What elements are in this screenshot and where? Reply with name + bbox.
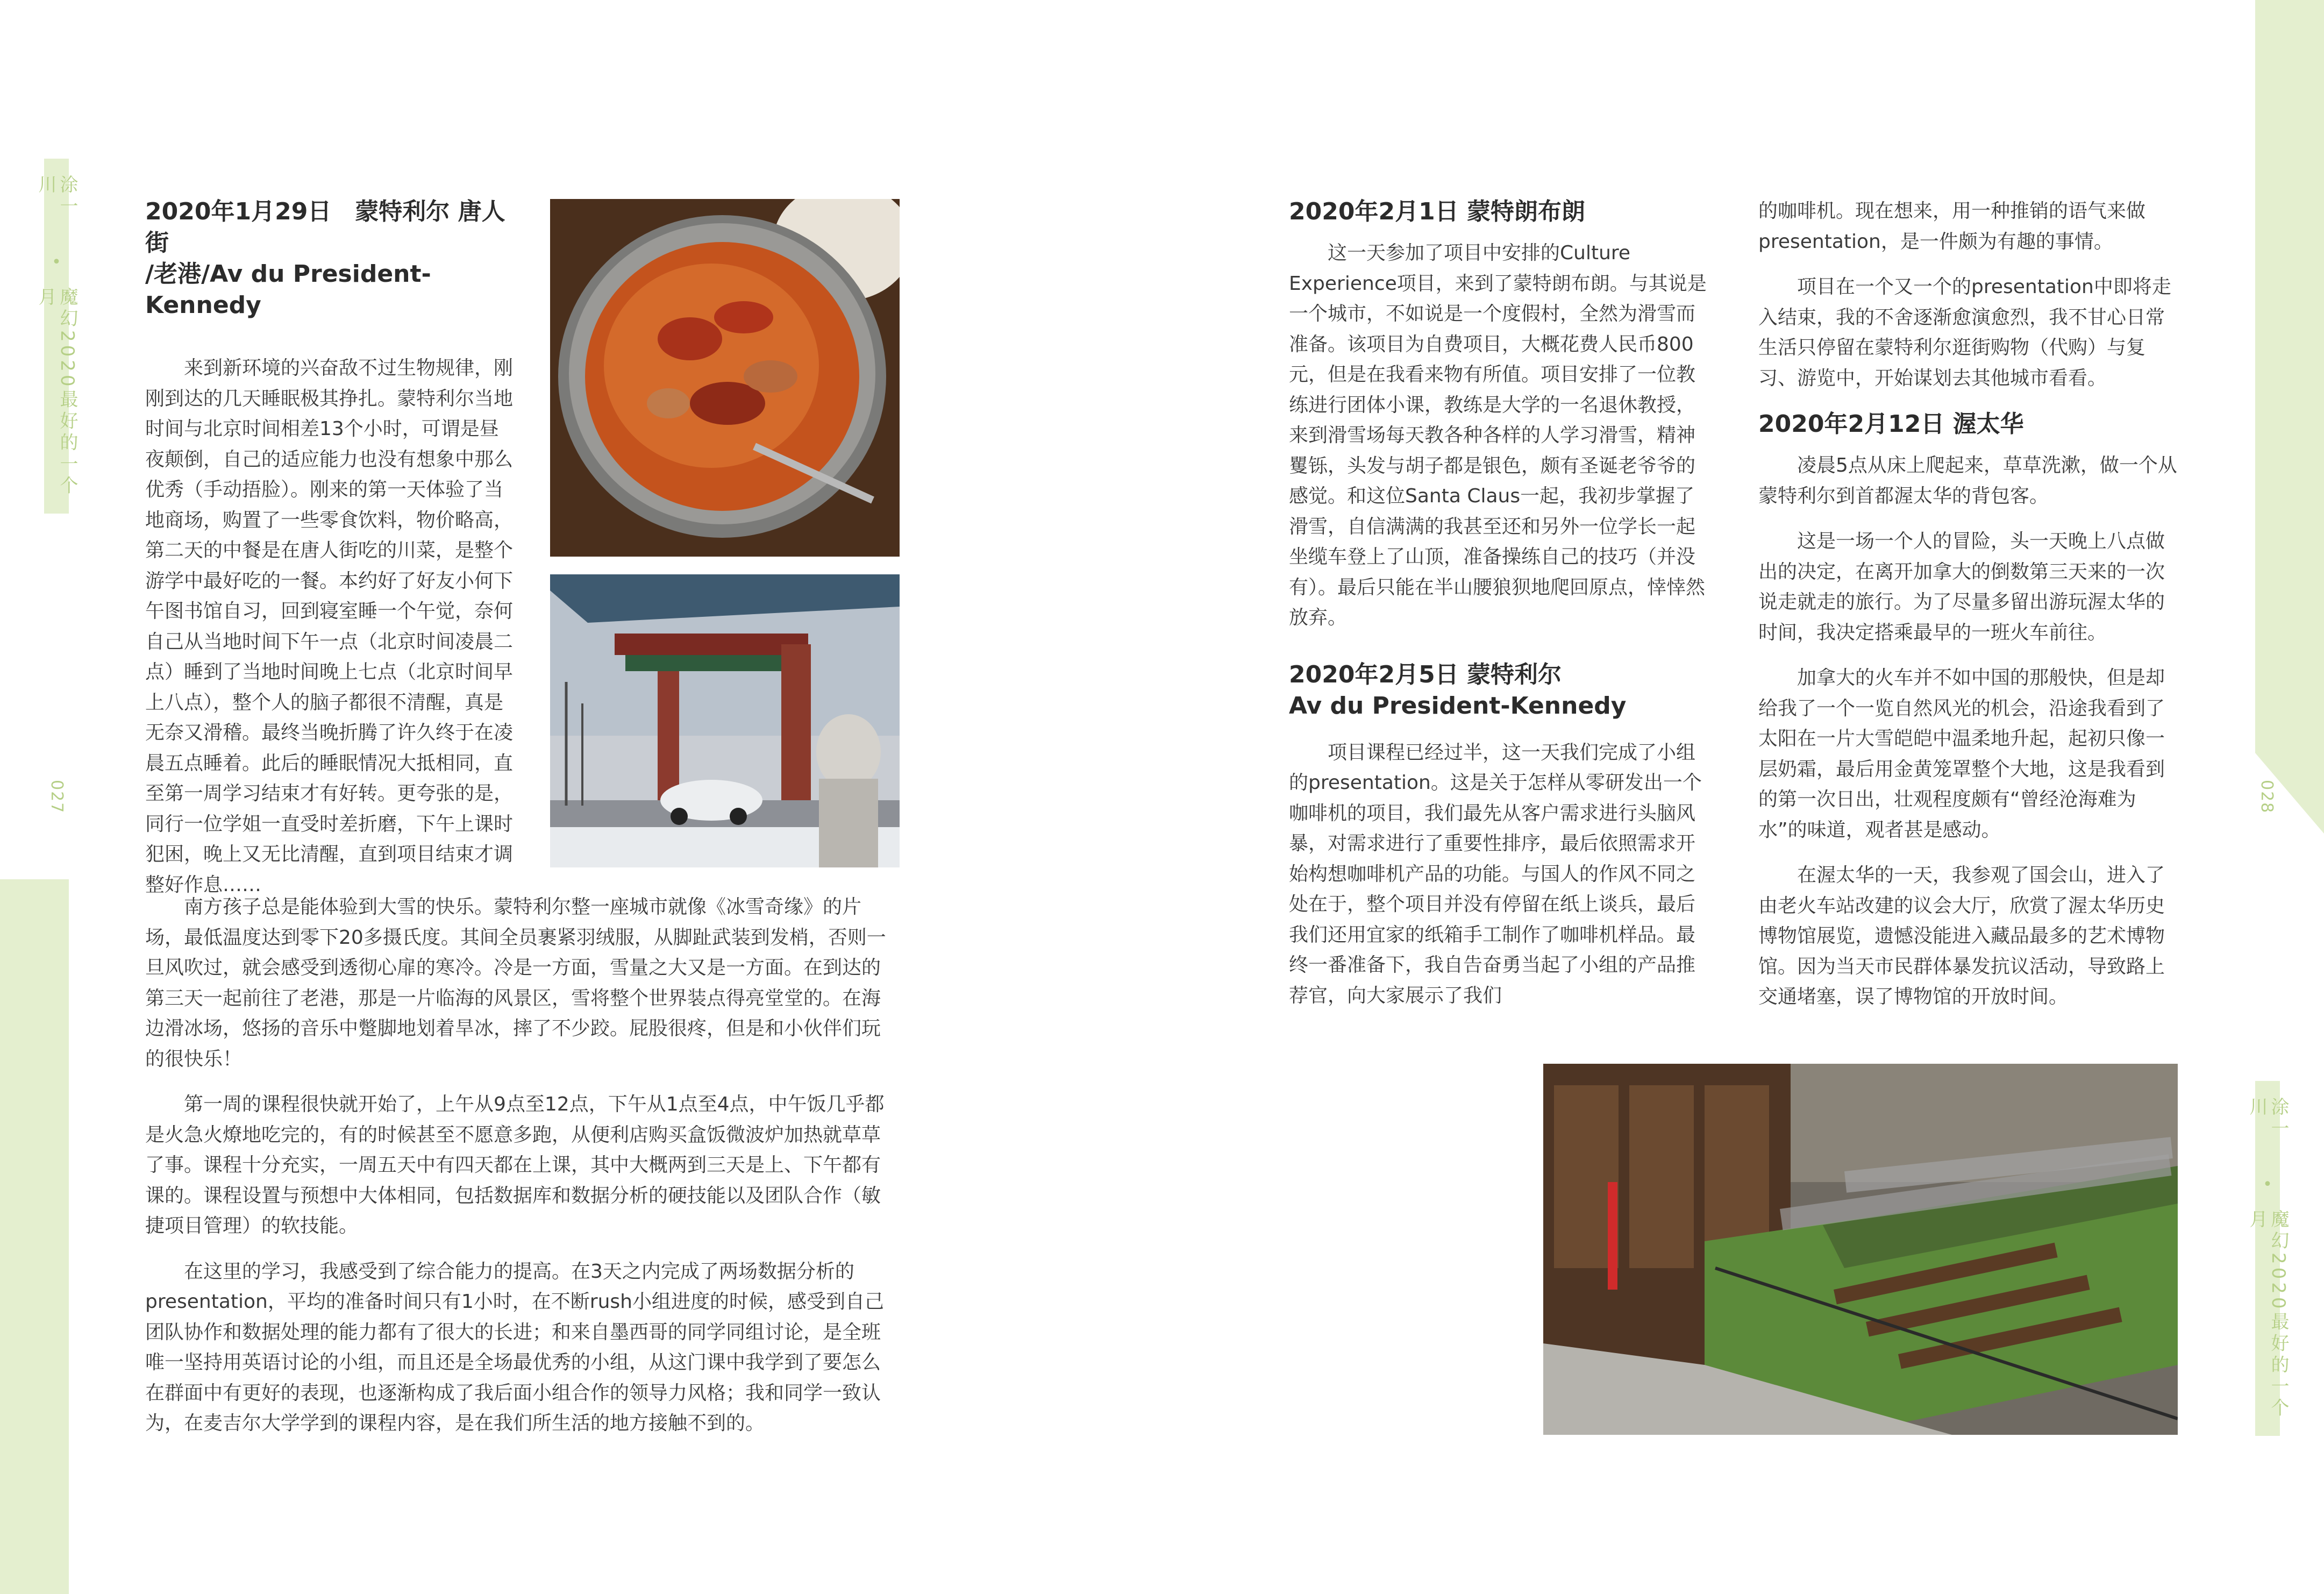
middle-paragraph-1: 这一天参加了项目中安排的Culture Experience项目，来到了蒙特朗布朗。与其说是一个城市，不如说是一个度假村，全然为滑雪而准备。该项目为自费项目，大概花费人民币800元，但是在我看来物有所值。项目安排了一位教练进行团体小课，教练是大学的一名退休教授，来到滑雪场每天教各种各样的人学习滑雪，精神矍铄，头发与胡子都是银色，颇有圣诞老爷爷的感觉。和这位Santa Claus一起，我初步掌握了滑雪，自信满满的我甚至还和另外一位学长一起坐缆车登上了山顶，准备操练自己的技巧（并没有）。最后只能在半山腰狼狈地爬回原点，悻悻然放弃。 xyxy=(1289,242,1707,629)
middle-paragraph-2: 项目课程已经过半，这一天我们完成了小组的presentation。这是关于怎样从零研发出一个咖啡机的项目，我们最先从客户需求进行头脑风暴，对需求进行了重要性排序，最后依照需求开始构想咖啡机产品的功能。与国人的作风不同之处在于，整个项目并没有停留在纸上谈兵，最后我们还用宜家的纸箱手工制作了咖啡机样品。最终一番准备下，我自告奋勇当起了小组的产品推荐官，向大家展示了我们 xyxy=(1289,741,1702,1007)
left-paragraph-2: 南方孩子总是能体验到大雪的快乐。蒙特利尔整一座城市就像《冰雪奇缘》的片场，最低温度达到零下20多摄氏度。其间全员裹紧羽绒服，从脚趾武装到发梢，否则一旦风吹过，就会感受到透彻心扉的寒冷。冷是一方面，雪量之大又是一方面。在到达的第三天一起前往了老港，那是一片临海的风景区，雪将整个世界装点得亮堂堂的。在海边滑冰场，悠扬的音乐中蹩脚地划着旱冰，摔了不少跤。屁股很疼，但是和小伙伴们玩的很快乐！ xyxy=(145,896,886,1070)
separator-dot: • xyxy=(52,253,61,272)
hotpot-photo xyxy=(550,199,900,557)
right-paragraph-4: 加拿大的火车并不如中国的那般快，但是却给我了一个一览自然风光的机会，沿途我看到了太阳在一片大雪皑皑中温柔地升起，起初只像一层奶霜，最后用金黄笼罩整个大地，这是我看到的第一次日出，壮观程度颇有“曾经沧海难为水”的味道，观者甚是感动。 xyxy=(1758,667,2165,841)
left-narrow-column xyxy=(145,196,516,915)
parliament-chamber-photo xyxy=(1543,1064,2178,1435)
author-label: 涂一川 xyxy=(35,175,78,218)
middle-column xyxy=(1289,196,1714,1026)
right-heading-1: 2020年2月12日 渥太华 xyxy=(1758,410,2024,438)
left-wide-column xyxy=(145,892,900,1454)
middle-heading-1: 2020年2月1日 蒙特朗布朗 xyxy=(1289,198,1586,225)
hotpot-image xyxy=(550,199,900,557)
right-paragraph-0: 的咖啡机。现在想来，用一种推销的语气来做presentation，是一件颇为有趣的事情。 xyxy=(1758,200,2146,253)
chinatown-gate-photo xyxy=(550,574,900,867)
page-number-left: 027 xyxy=(47,780,66,814)
book-title-label: 魔幻2020最好的一个月 xyxy=(35,287,78,497)
chinatown-gate-image xyxy=(550,574,900,867)
left-paragraph-3: 第一周的课程很快就开始了，上午从9点至12点，下午从1点至4点，中午饭几乎都是火急火燎地吃完的，有的时候甚至不愿意多跑，从便利店购买盒饭微波炉加热就草草了事。课程十分充实，一周五天中有四天都在上课，其中大概两到三天是上、下午都有课的。课程设置与预想中大体相同，包括数据库和数据分析的硬技能以及团队合作（敏捷项目管理）的软技能。 xyxy=(145,1093,885,1237)
middle-heading-2-line2: Av du President-Kennedy xyxy=(1289,692,1627,720)
left-heading xyxy=(145,196,516,321)
separator-dot-right: • xyxy=(2263,1175,2272,1194)
book-title-label-right: 魔幻2020最好的一个月 xyxy=(2246,1209,2289,1420)
right-column xyxy=(1758,196,2180,1028)
parliament-chamber-image xyxy=(1543,1064,2178,1435)
left-side-tab xyxy=(35,159,78,514)
author-label-right: 涂一川 xyxy=(2246,1097,2289,1140)
left-heading-line2: /老港/Av du President-Kennedy xyxy=(145,260,431,319)
right-paragraph-5: 在渥太华的一天，我参观了国会山，进入了由老火车站改建的议会大厅，欣赏了渥太华历史博物馆展览，遗憾没能进入藏品最多的艺术博物馆。因为当天市民群体暴发抗议活动，导致路上交通堵塞，误了博物馆的开放时间。 xyxy=(1758,864,2165,1008)
left-heading-line1: 2020年1月29日 蒙特利尔 唐人街 xyxy=(145,198,505,257)
left-wedge-cover xyxy=(0,879,69,930)
right-paragraph-3: 这是一场一个人的冒险，头一天晚上八点做出的决定，在离开加拿大的倒数第三天来的一次说走就走的旅行。为了尽量多留出游玩渥太华的时间，我决定搭乘最早的一班火车前往。 xyxy=(1758,530,2165,644)
page-number-right: 028 xyxy=(2257,780,2276,814)
right-paragraph-1: 项目在一个又一个的presentation中即将走入结束，我的不舍逐渐愈演愈烈，我不甘心日常生活只停留在蒙特利尔逛街购物（代购）与复习、游览中，开始谋划去其他城市看看。 xyxy=(1758,276,2171,389)
left-green-stripe xyxy=(0,879,69,1594)
right-side-tab xyxy=(2246,1081,2289,1436)
right-paragraph-2: 凌晨5点从床上爬起来，草草洗漱，做一个从蒙特利尔到首都渥太华的背包客。 xyxy=(1758,454,2177,507)
middle-heading-2 xyxy=(1289,659,1714,722)
middle-heading-2-line1: 2020年2月5日 蒙特利尔 xyxy=(1289,660,1562,688)
left-paragraph-1: 来到新环境的兴奋敌不过生物规律，刚刚到达的几天睡眠极其挣扎。蒙特利尔当地时间与北京时间相差13个小时，可谓是昼夜颠倒，自己的适应能力也没有想象中那么优秀（手动捂脸）。刚来的第一天体验了当地商场，购置了一些零食饮料，物价略高，第二天的中餐是在唐人街吃的川菜，是整个游学中最好吃的一餐。本约好了好友小何下午图书馆自习，回到寝室睡一个午觉，奈何自己从当地时间下午一点（北京时间凌晨二点）睡到了当地时间晚上七点（北京时间早上八点），整个人的脑子都很不清醒，真是无奈又滑稽。最终当晚折腾了许久终于在凌晨五点睡着。此后的睡眠情况大抵相同，直至第一周学习结束才有好转。更夸张的是，同行一位学姐一直受时差折磨，下午上课时犯困，晚上又无比清醒，直到项目结束才调整好作息…… xyxy=(145,357,514,896)
left-paragraph-4: 在这里的学习，我感受到了综合能力的提高。在3天之内完成了两场数据分析的presentation，平均的准备时间只有1小时，在不断rush小组进度的时候，感受到自己团队协作和数据处理的能力都有了很大的长进；和来自墨西哥的同学同组讨论，是全班唯一坚持用英语讨论的小组，而且还是全场最优秀的小组，从这门课中我学到了要怎么在群面中有更好的表现，也逐渐构成了我后面小组合作的领导力风格；我和同学一致认为，在麦吉尔大学学到的课程内容，是在我们所生活的地方接触不到的。 xyxy=(145,1260,884,1434)
right-green-stripe xyxy=(2255,0,2324,753)
